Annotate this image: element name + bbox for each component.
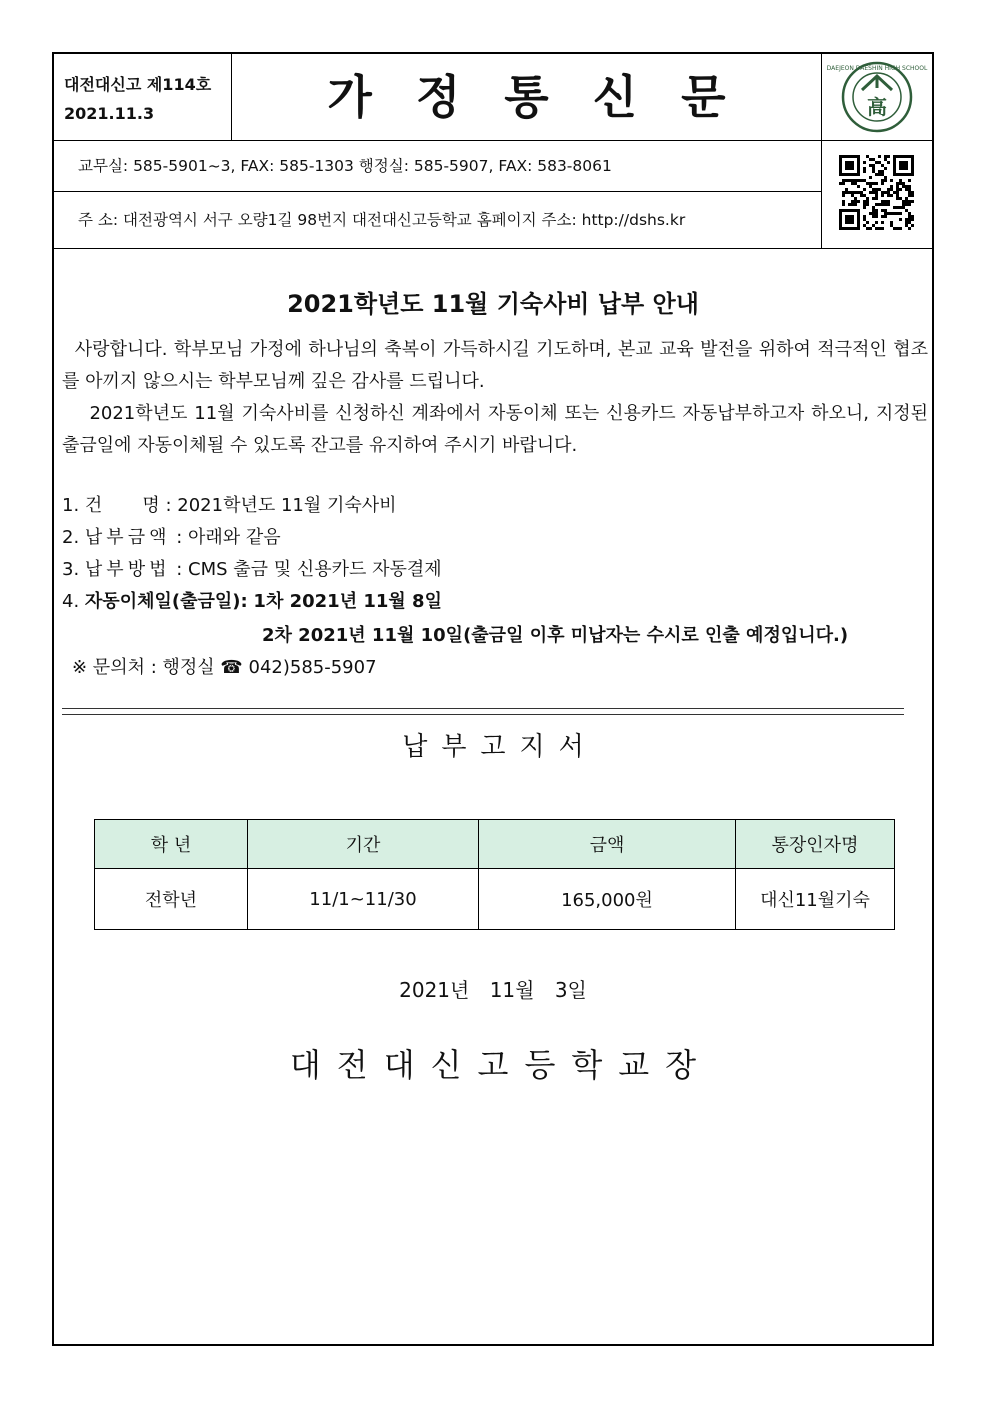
newsletter-title: 가정통신문 [327,70,770,124]
notice-title: 납부고지서 [402,732,598,762]
item-value: : CMS 출금 및 신용카드 자동결제 [176,559,442,580]
item-number: 1. [62,495,80,516]
item-label: 납부방법 [84,559,171,580]
address-homepage: 주 소: 대전광역시 서구 오량1길 98번지 대전대신고등학교 홈페이지 주소: http://dshs.kr [78,211,686,229]
table-header-row [95,820,895,869]
contact-phones: 교무실: 585-5901~3, FAX: 585-1303 행정실: 585-5907, FAX: 583-8061 [54,141,821,192]
cell-account-name: 대신11월기숙 [736,869,895,930]
header-amount: 금액 [479,820,736,869]
item-number: 4. [62,591,80,612]
header-account-name: 통장인자명 [736,820,895,869]
cell-period: 11/1~11/30 [248,869,479,930]
item-label: 자동이체일(출금일): [84,591,248,612]
fee-table [94,819,895,930]
logo-character: 高 [867,95,887,119]
principal-signature: 대전대신고등학교장 [289,1046,713,1084]
double-divider [62,708,904,715]
issue-number: 대전대신고 제114호 [64,75,212,94]
item-transfer-date-second: 2차 2021년 11월 10일(출금일 이후 미납자는 수시로 인출 예정입니다.) [262,625,849,646]
contact-info: ※ 문의처 : 행정실 ☎ 042)585-5907 [72,657,377,678]
item-number: 3. [62,559,80,580]
item-number: 2. [62,527,80,548]
qr-code [821,141,933,248]
item-value: : 2021학년도 11월 기숙사비 [165,495,397,516]
item-subject [62,490,397,522]
info-paragraph: 2021학년도 11월 기숙사비를 신청하신 계좌에서 자동이체 또는 신용카드 자동납부하고자 하오니, 지정된 출금일에 자동이체될 수 있도록 잔고를 유지하여 주시기 바랍니다. [62,403,934,456]
item-label: 납부금액 [84,527,171,548]
issue-block [54,54,232,140]
document-frame [52,52,934,1346]
item-amount [62,522,281,554]
issue-date-footer: 2021년 11월 3일 [399,978,587,1002]
document-title: 2021학년도 11월 기숙사비 납부 안내 [287,290,699,318]
item-method [62,554,442,586]
item-value: 1차 2021년 11월 8일 [253,591,442,612]
cell-grade: 전학년 [95,869,248,930]
school-logo [821,54,933,140]
qr-code-icon [822,141,933,248]
cell-amount: 165,000원 [479,869,736,930]
issue-date: 2021.11.3 [64,104,155,123]
item-transfer-date [62,586,442,618]
intro-paragraph: 사랑합니다. 학부모님 가정에 하나님의 축복이 가득하시길 기도하며, 본교 교육 발전을 위하여 적극적인 협조를 아끼지 않으시는 학부모님께 깊은 감사를 드립니다. [62,339,929,392]
table-row [95,869,895,930]
header-row [54,54,932,141]
item-label: 건 명 [84,495,160,516]
logo-ring-text: DAEJEON DAESHIN HIGH SCHOOL [826,65,928,72]
item-value: : 아래와 같음 [176,527,281,548]
header-divider [54,248,932,249]
school-emblem-icon [822,54,933,140]
header-period: 기간 [248,820,479,869]
header-grade: 학 년 [95,820,248,869]
